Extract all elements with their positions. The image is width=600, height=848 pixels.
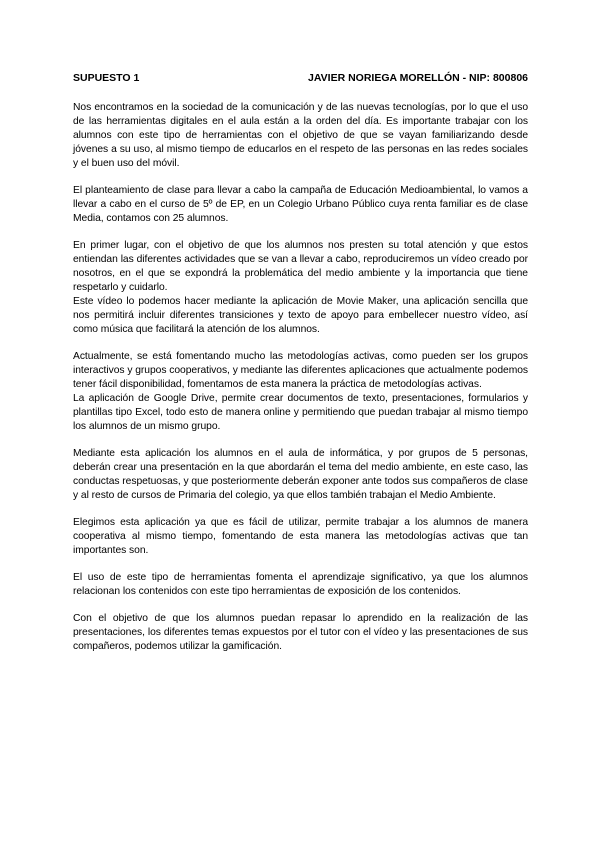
paragraph-presentation: Mediante esta aplicación los alumnos en el aula de informática, y por grupos de 5 personas, deberán crear una presentación en la que abordarán el tema del medio ambiente, en este caso, las conductas respetuosas, y que posteriormente deberán exponer ante todos sus compañeros de clase y al resto de cursos de Primaria del colegio, ya que ellos también trabajan el Medio Ambiente. — [73, 448, 528, 501]
paragraph-movie-maker: Este vídeo lo podemos hacer mediante la aplicación de Movie Maker, una aplicación sencilla que nos permitirá incluir diferentes transiciones y texto de apoyo para embellecer nuestro vídeo, así como música que facilitará la atención de los alumnos. — [73, 296, 528, 335]
paragraph-gamification: Con el objetivo de que los alumnos puedan repasar lo aprendido en la realización de las presentaciones, los diferentes temas expuestos por el tutor con el vídeo y las presentaciones de sus compañeros, podemos utilizar la gamificación. — [73, 613, 528, 652]
paragraph-video: En primer lugar, con el objetivo de que los alumnos nos presten su total atención y que estos entiendan las diferentes actividades que se van a llevar a cabo, reproduciremos un vídeo creado por nosotros, en el que se expondrá la problemática del medio ambiente y la importancia que tiene respetarlo y cuidarlo. — [73, 240, 528, 293]
paragraph-google-drive: La aplicación de Google Drive, permite crear documentos de texto, presentaciones, formularios y plantillas tipo Excel, todo esto de manera online y permitiendo que puedan trabajar al mismo tiempo los alumnos de un mismo grupo. — [73, 393, 528, 432]
header-author: JAVIER NORIEGA MORELLÓN - NIP: 800806 — [308, 72, 528, 84]
paragraph-intro: Nos encontramos en la sociedad de la comunicación y de las nuevas tecnologías, por lo que el uso de las herramientas digitales en el aula están a la orden del día. Es importante trabajar con los alumnos con este tipo de herramientas con el objetivo de que se vayan familiarizando desde jóvenes a su uso, al mismo tiempo de educarlos en el respeto de las personas en las redes sociales y el buen uso del móvil. — [73, 102, 528, 169]
paragraph-active-methods: Actualmente, se está fomentando mucho las metodologías activas, como pueden ser los grupos interactivos y grupos cooperativos, y mediante las diferentes aplicaciones que actualmente podemos tener fácil disponibilidad, fomentamos de esta manera la práctica de metodologías activas. — [73, 351, 528, 390]
paragraph-class-setup: El planteamiento de clase para llevar a cabo la campaña de Educación Medioambiental, lo vamos a llevar a cabo en el curso de 5º de EP, en un Colegio Urbano Público cuya renta familiar es de clase Media, contamos con 25 alumnos. — [73, 185, 528, 224]
document-body — [73, 101, 528, 667]
paragraph-reason: Elegimos esta aplicación ya que es fácil de utilizar, permite trabajar a los alumnos de manera cooperativa al mismo tiempo, fomentando de esta manera las metodologías activas que tan importantes son. — [73, 517, 528, 556]
paragraph-meaningful-learning: El uso de este tipo de herramientas fomenta el aprendizaje significativo, ya que los alumnos relacionan los contenidos con este tipo herramientas de exposición de los contenidos. — [73, 572, 528, 597]
header-title: SUPUESTO 1 — [73, 72, 140, 84]
